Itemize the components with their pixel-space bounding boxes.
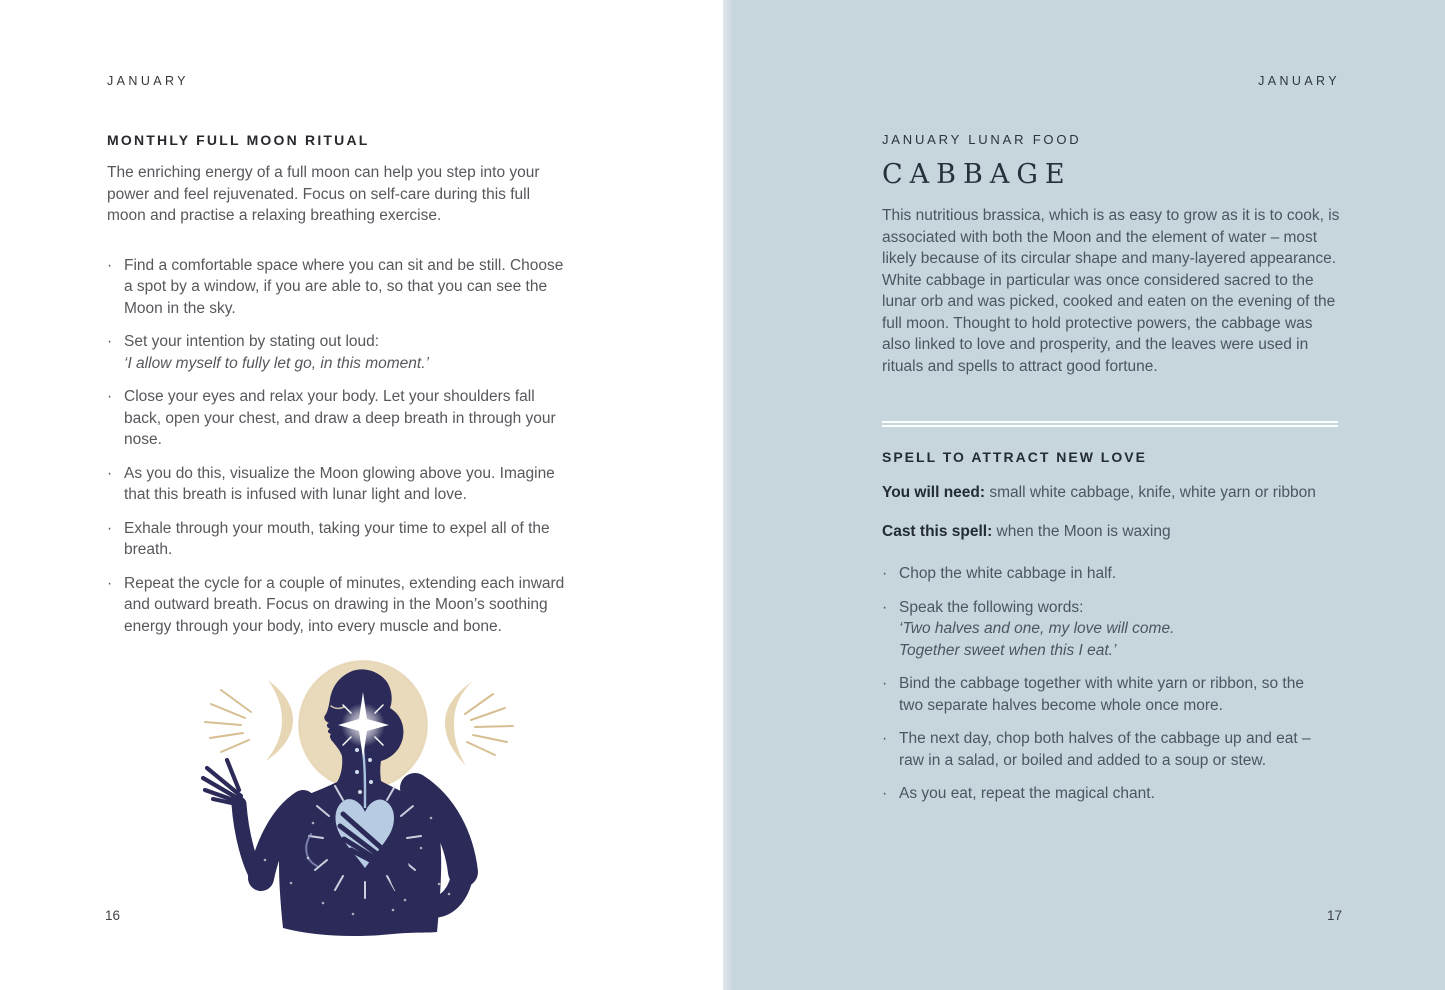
need-text: small white cabbage, knife, white yarn or ribbon bbox=[985, 484, 1316, 501]
list-item-text: As you eat, repeat the magical chant. bbox=[899, 785, 1155, 802]
bullet-marker: · bbox=[882, 565, 888, 582]
list-item bbox=[107, 386, 569, 451]
moon-goddess-illustration bbox=[193, 648, 533, 940]
list-item bbox=[107, 331, 569, 374]
list-item bbox=[107, 255, 569, 320]
list-item-text: Bind the cabbage together with white yarn or ribbon, so the two separate halves become whole once more. bbox=[899, 675, 1304, 714]
list-item-lead: Speak the following words: bbox=[899, 598, 1084, 616]
cast-spell-line bbox=[882, 521, 1322, 543]
intro-paragraph: The enriching energy of a full moon can help you step into your power and feel rejuvenated. Focus on self-care during this full moon and practise a relaxing breathing exercise. bbox=[107, 164, 540, 224]
bullet-marker: · bbox=[882, 785, 888, 802]
double-rule-divider bbox=[882, 421, 1338, 427]
crescent-moon-right bbox=[445, 681, 473, 766]
cast-label: Cast this spell: bbox=[882, 522, 993, 540]
bullet-marker: · bbox=[107, 464, 113, 482]
list-item-text: Repeat the cycle for a couple of minutes, extending each inward and outward breath. Focus on drawing in the Moon’s soothing energy through your body, into every muscle and bone. bbox=[124, 574, 565, 635]
bullet-marker: · bbox=[882, 730, 888, 747]
lunar-food-section bbox=[882, 132, 1340, 817]
bullet-marker: · bbox=[882, 598, 888, 616]
list-item-text bbox=[124, 331, 569, 374]
list-item-text bbox=[899, 597, 1322, 662]
crescent-moon-left bbox=[266, 680, 293, 761]
bullet-marker: · bbox=[107, 388, 113, 405]
moon-rays-left bbox=[205, 690, 251, 752]
list-item-text: As you do this, visualize the Moon glowing above you. Imagine that this breath is infused with lunar light and love. bbox=[124, 464, 555, 503]
list-item bbox=[882, 783, 1322, 805]
bullet-marker: · bbox=[107, 519, 113, 537]
list-item-text: Find a comfortable space where you can sit and be still. Choose a spot by a window, if you are able to, so that you can see the Moon in the sky. bbox=[124, 256, 564, 317]
ritual-section bbox=[107, 132, 569, 649]
bullet-marker: · bbox=[107, 256, 113, 274]
bullet-marker: · bbox=[882, 675, 888, 692]
list-item-text: Close your eyes and relax your body. Let your shoulders fall back, open your chest, and draw a deep breath in through your nose. bbox=[124, 388, 556, 448]
bullet-marker: · bbox=[107, 574, 113, 592]
section-title: MONTHLY FULL MOON RITUAL bbox=[107, 132, 370, 148]
list-item bbox=[882, 728, 1322, 771]
page-number: 16 bbox=[105, 908, 121, 923]
ritual-steps-list bbox=[107, 255, 569, 638]
page-number: 17 bbox=[1326, 908, 1342, 923]
you-will-need-line bbox=[882, 482, 1322, 504]
right-page bbox=[723, 0, 1445, 990]
chant-quote-line: ‘Two halves and one, my love will come. bbox=[899, 620, 1175, 637]
chant-quote-line: Together sweet when this I eat.’ bbox=[899, 641, 1117, 659]
need-label: You will need: bbox=[882, 484, 986, 501]
chant-quote: ‘I allow myself to fully let go, in this moment.’ bbox=[124, 354, 429, 372]
spell-steps-list bbox=[882, 563, 1340, 805]
list-item bbox=[882, 673, 1322, 716]
list-item bbox=[882, 597, 1322, 662]
open-hand bbox=[203, 760, 241, 805]
list-item-text: The next day, chop both halves of the cabbage up and eat – raw in a salad, or boiled and added to a soup or stew. bbox=[899, 730, 1311, 769]
running-head-left: JANUARY bbox=[107, 74, 189, 88]
spell-title: SPELL TO ATTRACT NEW LOVE bbox=[882, 449, 1147, 465]
food-title: CABBAGE bbox=[882, 159, 1072, 190]
cast-text: when the Moon is waxing bbox=[992, 522, 1171, 540]
bullet-marker: · bbox=[107, 333, 113, 350]
list-item-text: Chop the white cabbage in half. bbox=[899, 565, 1117, 582]
food-description: This nutritious brassica, which is as easy to grow as it is to cook, is associated with both the Moon and the element of water – most likely because of its circular shape and many-layered appearance. White cabbage in particular was once considered sacred to the lunar orb and was picked, cooked and eaten on the evening of the full moon. Thought to hold protective powers, the cabbage was also linked to love and prosperity, and the leaves were used in rituals and spells to attract good fortune. bbox=[882, 207, 1340, 375]
list-item bbox=[107, 463, 569, 506]
running-head-right: JANUARY bbox=[1258, 74, 1340, 88]
list-item bbox=[107, 518, 569, 561]
list-item bbox=[107, 573, 569, 638]
list-item-lead: Set your intention by stating out loud: bbox=[124, 333, 380, 350]
list-item bbox=[882, 563, 1322, 585]
list-item-text: Exhale through your mouth, taking your time to expel all of the breath. bbox=[124, 519, 550, 558]
eyebrow-label: JANUARY LUNAR FOOD bbox=[882, 132, 1082, 147]
moon-rays-right bbox=[465, 694, 513, 755]
